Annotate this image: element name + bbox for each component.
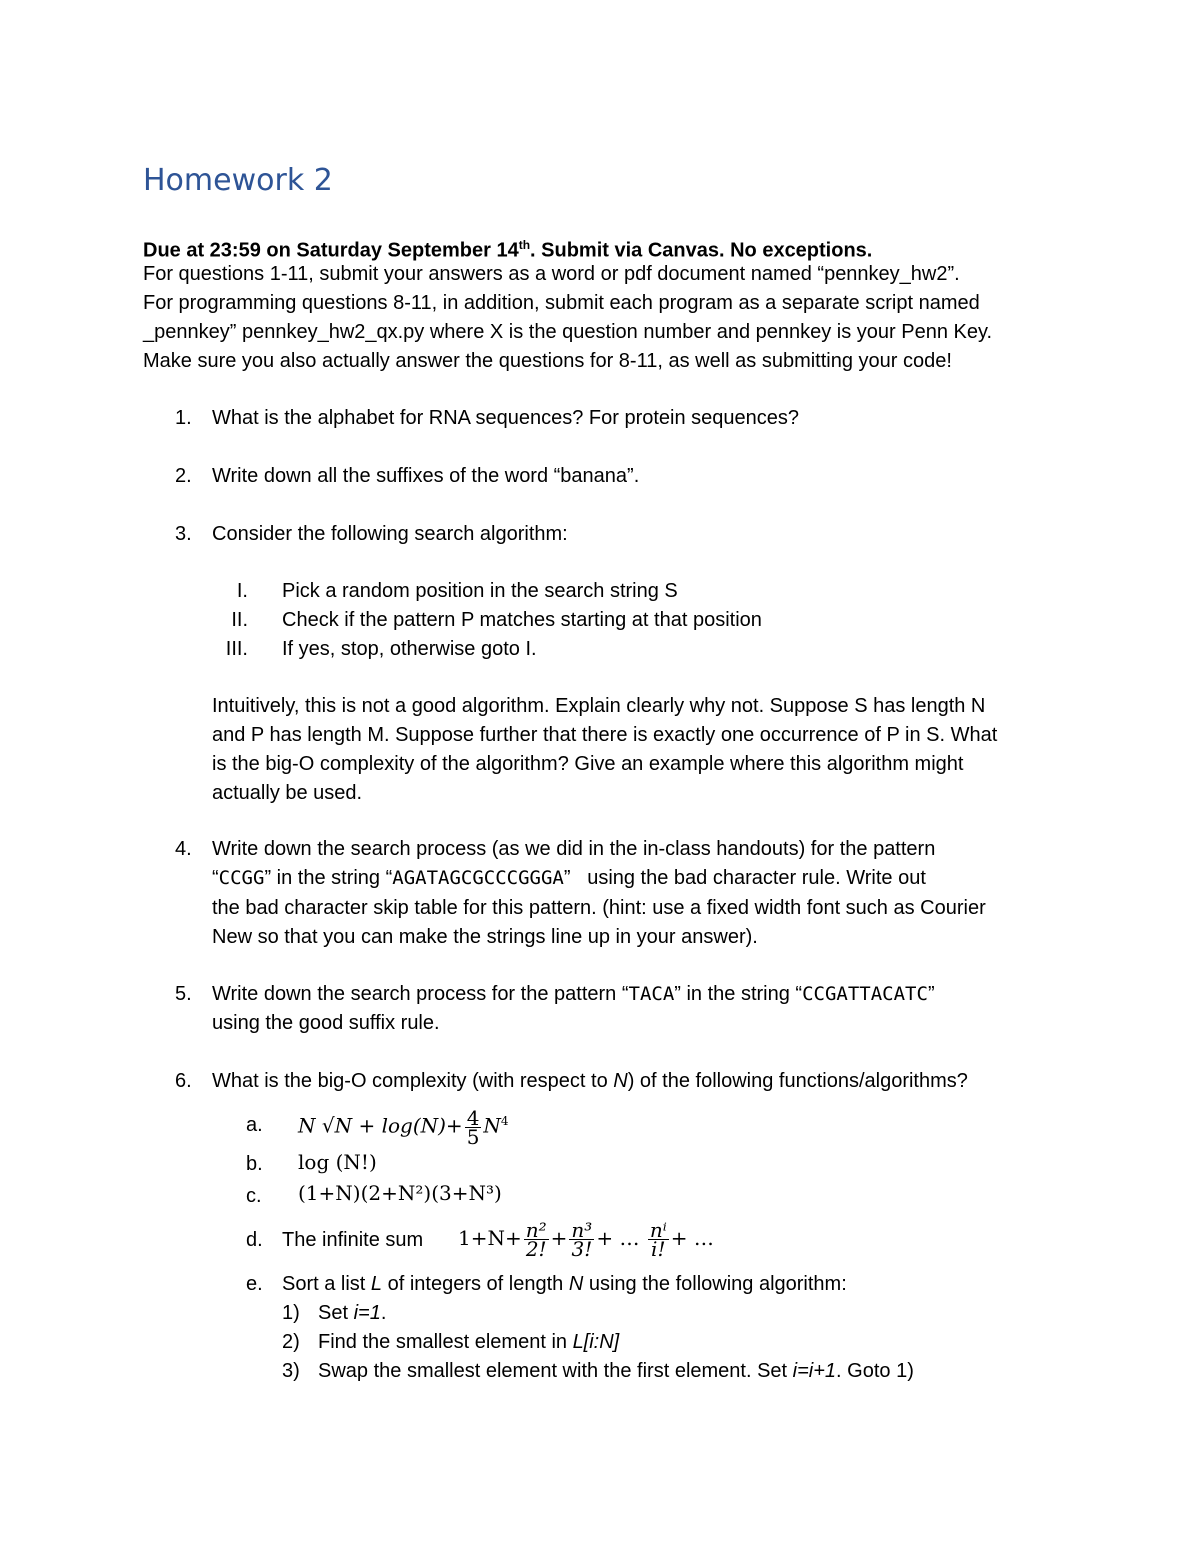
q6-c-expression: (1+N)(2+N²)(3+N³) <box>298 1181 502 1205</box>
q3-paragraph-line: Intuitively, this is not a good algorithm. Explain clearly why not. Suppose S has length N <box>212 695 986 717</box>
q6-number: 6. <box>175 1070 192 1092</box>
q3-step-1-text: Pick a random position in the search string S <box>282 580 678 602</box>
q2-text: Write down all the suffixes of the word “banana”. <box>212 465 640 487</box>
q6-e-step-3-number: 3) <box>282 1360 300 1382</box>
q1-text: What is the alphabet for RNA sequences? For protein sequences? <box>212 407 800 429</box>
q6-d-expr-part: 1+N+ <box>458 1226 522 1250</box>
q6-d-frac2-den: 3! <box>571 1237 593 1262</box>
q6-d-text: The infinite sum <box>282 1229 424 1251</box>
q6-a-exponent: 4 <box>500 1114 509 1128</box>
q4-text-end: ” using the bad character rule. Write out <box>563 867 926 889</box>
due-rest: . Submit via Canvas. No exceptions. <box>530 239 873 262</box>
q6-e-text-c: using the following algorithm: <box>583 1273 847 1295</box>
q6-e-text-b: of integers of length <box>382 1273 569 1295</box>
q6-e1-text: Set <box>318 1302 354 1324</box>
q4-line-4: New so that you can make the strings line up in your answer). <box>212 926 758 948</box>
q3-number: 3. <box>175 523 192 545</box>
q6-c-label: c. <box>246 1185 262 1207</box>
q6-a-expression <box>298 1099 509 1149</box>
q6-e3-text: Swap the smallest element with the first element. Set <box>318 1360 793 1382</box>
q3-step-2-number: II. <box>231 609 248 631</box>
q6-b-label: b. <box>246 1153 263 1175</box>
q6-a-label: a. <box>246 1114 263 1136</box>
q6-e1-end: . <box>380 1302 387 1324</box>
q1-number: 1. <box>175 407 192 429</box>
q2-number: 2. <box>175 465 192 487</box>
q4-line-2 <box>212 866 926 890</box>
q6-e-step-1-number: 1) <box>282 1302 300 1324</box>
q3-paragraph-line: actually be used. <box>212 782 363 804</box>
q5-text-end: ” <box>927 983 935 1005</box>
q6-e3-var: i=i+1 <box>792 1360 837 1382</box>
q3-paragraph-line: and P has length M. Suppose further that there is exactly one occurrence of P in S. What <box>212 724 998 746</box>
q5-text-start: Write down the search process for the pattern “ <box>212 983 629 1005</box>
q6-e-step-3-text <box>318 1359 914 1383</box>
q6-line-1 <box>212 1069 968 1093</box>
q6-a-fraction <box>465 1105 482 1149</box>
q6-a-frac-den: 5 <box>466 1124 480 1149</box>
q6-d-frac3-den: i! <box>651 1237 666 1262</box>
due-sup: th <box>518 238 531 252</box>
q6-d-expression <box>458 1210 714 1267</box>
q6-d-frac2-num: n³ <box>571 1218 593 1243</box>
q5-search-string: CCGATTACATC <box>802 983 928 1005</box>
q6-d-dots: + … <box>596 1226 646 1250</box>
q6-d-plus: + <box>550 1226 568 1250</box>
q6-e-step-2-text <box>318 1330 619 1354</box>
q6-d-end: + … <box>670 1226 714 1250</box>
q6-a-expr-part: N √N + log(N)+ <box>298 1113 463 1138</box>
q6-a-frac-num: 4 <box>466 1105 480 1130</box>
q4-line-3: the bad character skip table for this pattern. (hint: use a fixed width font such as Courier <box>212 897 986 919</box>
q4-number: 4. <box>175 838 192 860</box>
q6-d-frac1-den: 2! <box>525 1237 547 1262</box>
due-text: Due at 23:59 on Saturday September 14 <box>143 239 519 262</box>
q6-d-fraction-1 <box>524 1218 549 1262</box>
q6-e2-text: Find the smallest element in <box>318 1331 573 1353</box>
due-line <box>143 233 872 263</box>
q6-e-n-var: N <box>568 1273 584 1295</box>
q3-step-3-number: III. <box>225 638 248 660</box>
q5-line-1 <box>212 982 935 1006</box>
q4-pattern: CCGG <box>218 867 265 889</box>
q6-e1-var: i=1 <box>353 1302 381 1324</box>
q6-text-start: What is the big-O complexity (with respect to <box>212 1070 614 1092</box>
q3-step-3-text: If yes, stop, otherwise goto I. <box>282 638 537 660</box>
instructions-line-5: Make sure you also actually answer the questions for 8-11, as well as submitting your code! <box>143 350 952 372</box>
q6-e-text <box>282 1272 847 1296</box>
q6-n-var: N <box>613 1070 628 1092</box>
q6-b-expression: log (N!) <box>298 1150 377 1174</box>
q6-d-label: d. <box>246 1229 263 1251</box>
q4-quote: “ <box>212 867 219 889</box>
q5-pattern: TACA <box>628 983 675 1005</box>
q6-d-frac3-num: nⁱ <box>649 1218 667 1243</box>
instructions-line-3: For programming questions 8-11, in addition, submit each program as a separate script named <box>143 292 980 314</box>
q6-e-step-2-number: 2) <box>282 1331 300 1353</box>
q6-e-label: e. <box>246 1273 263 1295</box>
q6-d-frac1-num: n² <box>525 1218 547 1243</box>
q6-e2-var: L[i:N] <box>572 1331 620 1353</box>
q3-paragraph-line: is the big-O complexity of the algorithm? Give an example where this algorithm might <box>212 753 964 775</box>
q6-e-text-a: Sort a list <box>282 1273 371 1295</box>
q5-line-2: using the good suffix rule. <box>212 1012 440 1034</box>
instructions-line-4: _pennkey” pennkey_hw2_qx.py where X is the question number and pennkey is your Penn Key. <box>143 321 993 343</box>
q6-e-step-1-text <box>318 1301 386 1325</box>
q6-text-end: ) of the following functions/algorithms? <box>627 1070 968 1092</box>
page-title: Homework 2 <box>143 163 333 198</box>
q6-e-l-var: L <box>370 1273 383 1295</box>
q6-d-fraction-3 <box>648 1218 669 1262</box>
q3-step-2-text: Check if the pattern P matches starting at that position <box>282 609 762 631</box>
q5-number: 5. <box>175 983 192 1005</box>
q4-line-1: Write down the search process (as we did in the in-class handouts) for the pattern <box>212 838 936 860</box>
q6-d-fraction-2 <box>569 1218 594 1262</box>
q4-search-string: AGATAGCGCCCGGGA <box>392 867 564 889</box>
q6-a-expr-n: N <box>483 1113 501 1138</box>
instructions-line-2: For questions 1-11, submit your answers as a word or pdf document named “pennkey_hw2”. <box>143 263 960 285</box>
q3-step-1-number: I. <box>236 580 248 602</box>
q3-text: Consider the following search algorithm: <box>212 523 568 545</box>
q4-text-mid: ” in the string “ <box>264 867 393 889</box>
q5-text-mid: ” in the string “ <box>674 983 803 1005</box>
q6-e3-end: . Goto 1) <box>836 1360 914 1382</box>
